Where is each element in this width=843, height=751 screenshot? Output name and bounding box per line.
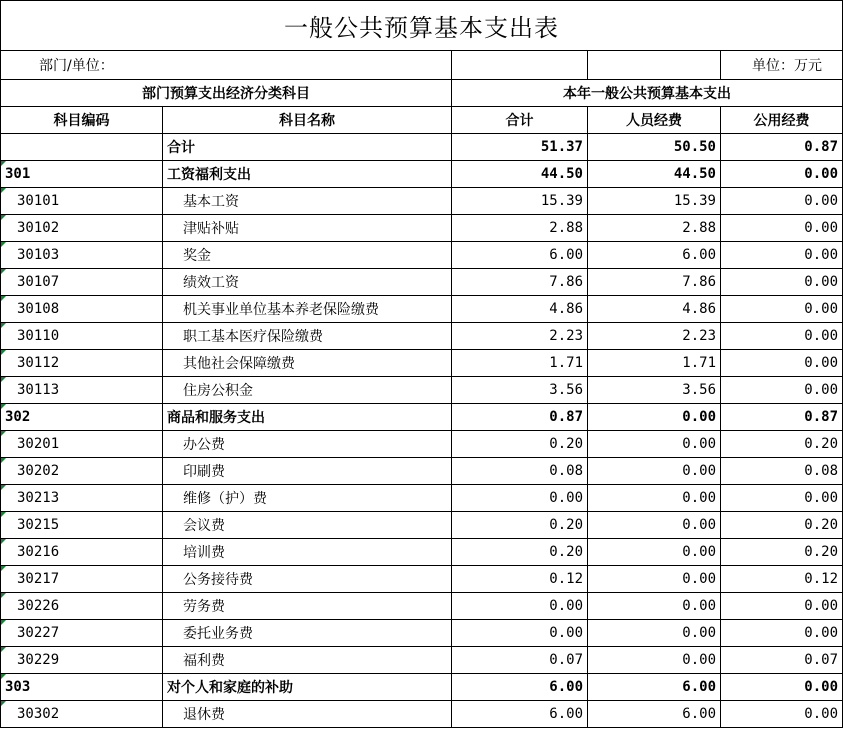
row-name: 合计 [163,134,452,161]
table-row [1,431,843,458]
row-public: 0.00 [721,701,843,728]
row-total: 0.08 [452,458,588,485]
row-public: 0.00 [721,593,843,620]
row-public: 0.00 [721,485,843,512]
row-code: 30107 [1,269,163,296]
row-personnel: 6.00 [588,674,721,701]
row-name: 委托业务费 [163,620,452,647]
row-personnel: 0.00 [588,620,721,647]
row-code: 30227 [1,620,163,647]
row-name: 工资福利支出 [163,161,452,188]
row-code: 30103 [1,242,163,269]
row-total: 3.56 [452,377,588,404]
row-code: 30112 [1,350,163,377]
row-name: 劳务费 [163,593,452,620]
row-name: 基本工资 [163,188,452,215]
row-name: 对个人和家庭的补助 [163,674,452,701]
row-total: 2.88 [452,215,588,242]
row-name: 奖金 [163,242,452,269]
row-public: 0.00 [721,242,843,269]
table-row [1,566,843,593]
row-name: 住房公积金 [163,377,452,404]
row-personnel: 4.86 [588,296,721,323]
row-public: 0.20 [721,539,843,566]
row-name: 绩效工资 [163,269,452,296]
table-row [1,323,843,350]
row-public: 0.00 [721,377,843,404]
header-public: 公用经费 [721,107,843,134]
row-public: 0.08 [721,458,843,485]
row-name: 福利费 [163,647,452,674]
row-total: 6.00 [452,674,588,701]
table-row [1,242,843,269]
table-row [1,404,843,431]
row-total: 1.71 [452,350,588,377]
row-personnel: 0.00 [588,647,721,674]
row-name: 维修（护）费 [163,485,452,512]
row-code: 30216 [1,539,163,566]
row-total: 0.00 [452,485,588,512]
row-name: 职工基本医疗保险缴费 [163,323,452,350]
table-row [1,458,843,485]
row-code: 30217 [1,566,163,593]
row-personnel: 0.00 [588,485,721,512]
row-personnel: 0.00 [588,431,721,458]
row-total: 0.87 [452,404,588,431]
row-name: 培训费 [163,539,452,566]
row-personnel: 6.00 [588,242,721,269]
row-name: 津贴补贴 [163,215,452,242]
header-row [1,107,843,134]
row-code: 30110 [1,323,163,350]
row-code: 30226 [1,593,163,620]
dept-label: 部门/单位： [1,51,452,80]
row-code: 303 [1,674,163,701]
row-total: 15.39 [452,188,588,215]
row-name: 机关事业单位基本养老保险缴费 [163,296,452,323]
table-row [1,485,843,512]
meta-empty-1 [452,51,588,80]
header-group-row [1,80,843,107]
row-personnel: 7.86 [588,269,721,296]
row-public: 0.00 [721,674,843,701]
row-total: 6.00 [452,242,588,269]
header-total: 合计 [452,107,588,134]
row-total: 0.12 [452,566,588,593]
row-public: 0.00 [721,620,843,647]
table-row [1,620,843,647]
row-code: 301 [1,161,163,188]
row-code: 30101 [1,188,163,215]
row-public: 0.20 [721,431,843,458]
row-code: 30113 [1,377,163,404]
row-code: 302 [1,404,163,431]
table-row [1,215,843,242]
row-personnel: 44.50 [588,161,721,188]
table-row [1,539,843,566]
row-code: 30229 [1,647,163,674]
table-row [1,674,843,701]
header-left-group: 部门预算支出经济分类科目 [1,80,452,107]
row-code: 30201 [1,431,163,458]
row-total: 0.07 [452,647,588,674]
table-row [1,377,843,404]
row-personnel: 0.00 [588,593,721,620]
row-personnel: 0.00 [588,539,721,566]
row-code: 30215 [1,512,163,539]
row-name: 商品和服务支出 [163,404,452,431]
table-row [1,701,843,728]
row-public: 0.00 [721,350,843,377]
row-personnel: 1.71 [588,350,721,377]
row-total: 0.20 [452,431,588,458]
row-total: 2.23 [452,323,588,350]
row-name: 会议费 [163,512,452,539]
row-name: 退休费 [163,701,452,728]
row-public: 0.00 [721,215,843,242]
row-total: 0.00 [452,593,588,620]
row-name: 公务接待费 [163,566,452,593]
row-code: 30108 [1,296,163,323]
row-public: 0.00 [721,188,843,215]
table-row [1,269,843,296]
row-code: 30102 [1,215,163,242]
row-public: 0.12 [721,566,843,593]
row-public: 0.00 [721,269,843,296]
table-row [1,512,843,539]
header-personnel: 人员经费 [588,107,721,134]
row-public: 0.00 [721,161,843,188]
row-total: 51.37 [452,134,588,161]
row-code: 30302 [1,701,163,728]
meta-row [1,51,843,80]
table-row [1,593,843,620]
row-public: 0.00 [721,323,843,350]
row-public: 0.87 [721,404,843,431]
meta-empty-2 [588,51,721,80]
row-name: 印刷费 [163,458,452,485]
row-personnel: 0.00 [588,404,721,431]
table-row [1,188,843,215]
table-row [1,296,843,323]
row-total: 0.20 [452,539,588,566]
row-code: 30213 [1,485,163,512]
row-personnel: 0.00 [588,458,721,485]
table-row [1,134,843,161]
row-total: 0.20 [452,512,588,539]
header-name: 科目名称 [163,107,452,134]
row-personnel: 15.39 [588,188,721,215]
table-row [1,647,843,674]
row-personnel: 6.00 [588,701,721,728]
row-personnel: 50.50 [588,134,721,161]
row-public: 0.00 [721,296,843,323]
row-total: 6.00 [452,701,588,728]
row-personnel: 0.00 [588,566,721,593]
row-name: 办公费 [163,431,452,458]
title-row [1,1,843,51]
row-total: 4.86 [452,296,588,323]
row-personnel: 2.88 [588,215,721,242]
row-personnel: 0.00 [588,512,721,539]
row-code [1,134,163,161]
unit-label: 单位：万元 [721,51,843,80]
table-row [1,350,843,377]
row-public: 0.07 [721,647,843,674]
row-public: 0.87 [721,134,843,161]
row-code: 30202 [1,458,163,485]
row-total: 0.00 [452,620,588,647]
row-personnel: 2.23 [588,323,721,350]
header-right-group: 本年一般公共预算基本支出 [452,80,843,107]
row-total: 44.50 [452,161,588,188]
row-personnel: 3.56 [588,377,721,404]
row-public: 0.20 [721,512,843,539]
header-code: 科目编码 [1,107,163,134]
page-title: 一般公共预算基本支出表 [1,1,843,51]
row-total: 7.86 [452,269,588,296]
row-name: 其他社会保障缴费 [163,350,452,377]
table-row [1,161,843,188]
